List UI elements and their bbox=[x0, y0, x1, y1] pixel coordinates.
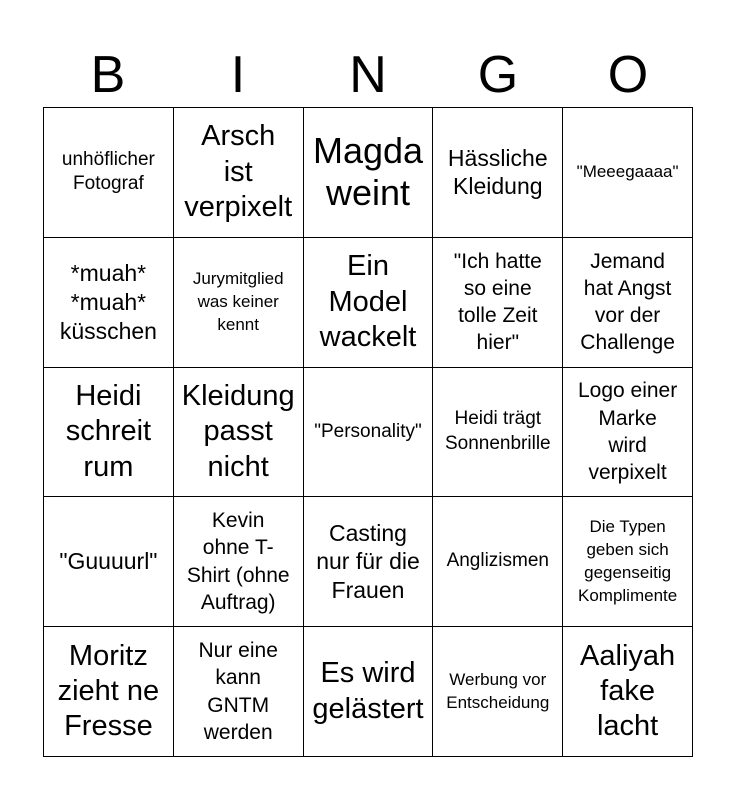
bingo-cell[interactable] bbox=[304, 108, 434, 238]
bingo-cell-text: Jurymitglied was keiner kennt bbox=[192, 268, 284, 334]
bingo-cell[interactable] bbox=[304, 497, 434, 627]
bingo-cell-text: Die Typen geben sich gegenseitig Komplimente bbox=[577, 516, 678, 605]
bingo-cell[interactable] bbox=[44, 108, 174, 238]
bingo-header bbox=[43, 44, 693, 106]
bingo-cell[interactable] bbox=[304, 238, 434, 368]
bingo-cell-text: Ein Model wackelt bbox=[319, 250, 417, 353]
bingo-cell[interactable] bbox=[433, 627, 563, 757]
bingo-cell[interactable] bbox=[433, 497, 563, 627]
bingo-cell-text: Jemand hat Angst vor der Challenge bbox=[580, 249, 675, 355]
bingo-cell[interactable] bbox=[433, 108, 563, 238]
bingo-cell-text: Es wird gelästert bbox=[312, 657, 424, 725]
bingo-cell[interactable] bbox=[174, 108, 304, 238]
bingo-cell-text: Werbung vor Entscheidung bbox=[446, 669, 550, 712]
bingo-cell-text: Nur eine kann GNTM werden bbox=[198, 639, 278, 744]
bingo-cell[interactable] bbox=[174, 368, 304, 498]
bingo-cell[interactable] bbox=[304, 368, 434, 498]
bingo-cell-text: Casting nur für die Frauen bbox=[316, 519, 420, 604]
header-letter-b: B bbox=[90, 46, 126, 104]
bingo-cell-text: Kevin ohne T- Shirt (ohne Auftrag) bbox=[186, 509, 290, 615]
bingo-cell-text: Hässliche Kleidung bbox=[447, 144, 548, 200]
bingo-cell-text: "Personality" bbox=[314, 420, 422, 442]
bingo-cell-text: "Ich hatte so eine tolle Zeit hier" bbox=[453, 249, 542, 355]
bingo-cell[interactable] bbox=[563, 497, 693, 627]
bingo-cell-text: Kleidung passt nicht bbox=[181, 379, 295, 483]
bingo-cell[interactable] bbox=[174, 497, 304, 627]
bingo-cell[interactable] bbox=[44, 497, 174, 627]
bingo-cell[interactable] bbox=[44, 238, 174, 368]
bingo-cell-text: unhöflicher Fotograf bbox=[61, 148, 155, 195]
bingo-cell-text: Arsch ist verpixelt bbox=[184, 120, 293, 224]
bingo-cell-text: Aaliyah fake lacht bbox=[580, 639, 676, 743]
bingo-grid bbox=[43, 107, 693, 757]
bingo-cell-text: Magda weint bbox=[312, 129, 424, 214]
header-letter-o: O bbox=[607, 46, 649, 104]
bingo-cell[interactable] bbox=[563, 627, 693, 757]
bingo-cell-text: "Meeegaaaa" bbox=[576, 161, 679, 181]
bingo-cell[interactable] bbox=[44, 627, 174, 757]
bingo-cell[interactable] bbox=[304, 627, 434, 757]
bingo-cell[interactable] bbox=[433, 368, 563, 498]
bingo-cell-text: Heidi trägt Sonnenbrille bbox=[444, 408, 551, 454]
bingo-cell[interactable] bbox=[563, 108, 693, 238]
bingo-cell-text: Heidi schreit rum bbox=[65, 379, 152, 483]
bingo-cell[interactable] bbox=[44, 368, 174, 498]
bingo-cell-text: Moritz zieht ne Fresse bbox=[57, 639, 160, 743]
bingo-cell-text: "Guuuurl" bbox=[59, 548, 158, 575]
bingo-cell[interactable] bbox=[174, 627, 304, 757]
bingo-cell-text: *muah* *muah* küsschen bbox=[59, 260, 157, 344]
bingo-cell[interactable] bbox=[433, 238, 563, 368]
bingo-cell-text: Anglizismen bbox=[446, 550, 549, 572]
bingo-cell[interactable] bbox=[563, 368, 693, 498]
bingo-cell[interactable] bbox=[174, 238, 304, 368]
bingo-cell-text: Logo einer Marke wird verpixelt bbox=[577, 379, 678, 485]
header-letter-g: G bbox=[477, 46, 519, 104]
bingo-cell[interactable] bbox=[563, 238, 693, 368]
header-letter-i: I bbox=[230, 46, 246, 104]
header-letter-n: N bbox=[349, 46, 387, 104]
